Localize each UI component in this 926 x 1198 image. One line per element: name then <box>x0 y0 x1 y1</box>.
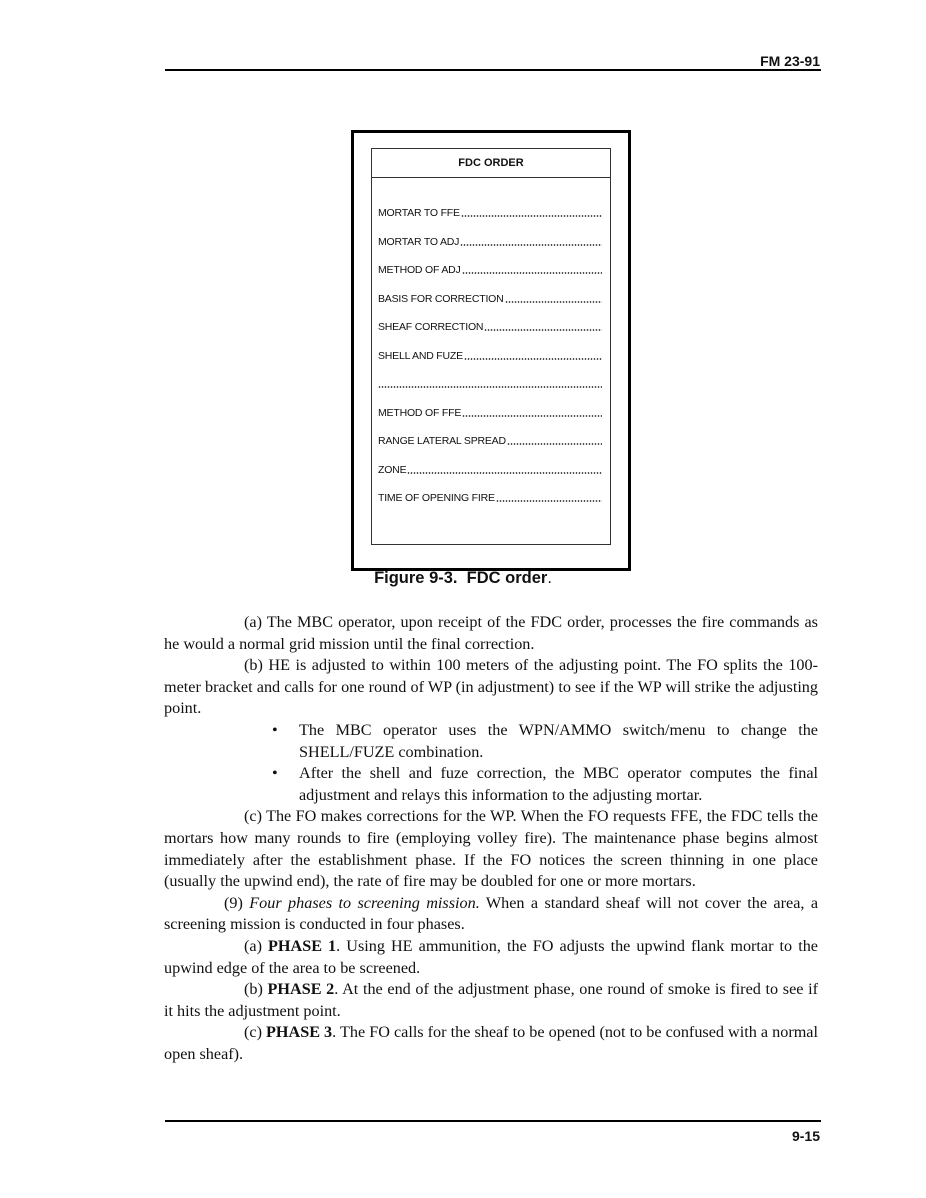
form-row: ZONE <box>378 462 602 476</box>
figure-caption: Figure 9-3. FDC order. <box>374 569 552 587</box>
fdc-order-form <box>371 148 611 545</box>
bullet-icon: • <box>272 764 278 783</box>
paragraph: (c) The FO makes corrections for the WP. When the FO requests FFE, the FDC tells the mortars how many rounds to fire (employing volley fire). The maintenance phase begins almost immediately after the establishment phase. If the FO notices the screen thinning in one place (usually the upwind end), the rate of fire may be doubled for one or more mortars. <box>164 807 818 891</box>
form-row: MORTAR TO ADJ <box>378 234 602 248</box>
paragraph-phase-3: (c) PHASE 3. The FO calls for the sheaf to be opened (not to be confused with a normal open sheaf). <box>164 1023 818 1063</box>
form-row: MORTAR TO FFE <box>378 205 602 219</box>
form-row: TIME OF OPENING FIRE <box>378 490 602 504</box>
list-item: • The MBC operator uses the WPN/AMMO switch/menu to change the SHELL/FUZE combination. <box>272 720 818 761</box>
form-row: SHEAF CORRECTION <box>378 319 602 333</box>
list-item: • After the shell and fuze correction, the MBC operator computes the final adjustment and relays this information to the adjusting mortar. <box>272 764 818 804</box>
footer-rule <box>165 1120 821 1122</box>
bullet-list <box>164 720 818 806</box>
body-text <box>164 612 818 1065</box>
page-number: 9-15 <box>791 1128 820 1144</box>
paragraph-9: (9) Four phases to screening mission. When a standard sheaf will not cover the area, a screening mission is conducted in four phases. <box>164 893 818 934</box>
paragraph-phase-1: (a) PHASE 1. Using HE ammunition, the FO adjusts the upwind flank mortar to the upwind edge of the area to be screened. <box>164 936 818 977</box>
bullet-icon: • <box>272 720 278 739</box>
form-row: SHELL AND FUZE <box>378 348 602 362</box>
form-row: BASIS FOR CORRECTION <box>378 291 602 305</box>
header-rule <box>165 69 821 71</box>
form-row: RANGE LATERAL SPREAD <box>378 433 602 447</box>
paragraph: (a) The MBC operator, upon receipt of the FDC order, processes the fire commands as he would a normal grid mission until the final correction. <box>164 613 818 653</box>
form-row: METHOD OF ADJ <box>378 262 602 276</box>
form-row: METHOD OF FFE <box>378 405 602 419</box>
figure-frame <box>351 130 631 571</box>
document-id: FM 23-91 <box>760 53 820 69</box>
fdc-order-title: FDC ORDER <box>372 149 610 178</box>
paragraph-phase-2: (b) PHASE 2. At the end of the adjustment phase, one round of smoke is fired to see if it hits the adjustment point. <box>164 980 818 1020</box>
paragraph: (b) HE is adjusted to within 100 meters of the adjusting point. The FO splits the 100-meter bracket and calls for one round of WP (in adjustment) to see if the WP will strike the adjusting point. <box>164 656 818 718</box>
form-row-blank <box>378 376 602 390</box>
